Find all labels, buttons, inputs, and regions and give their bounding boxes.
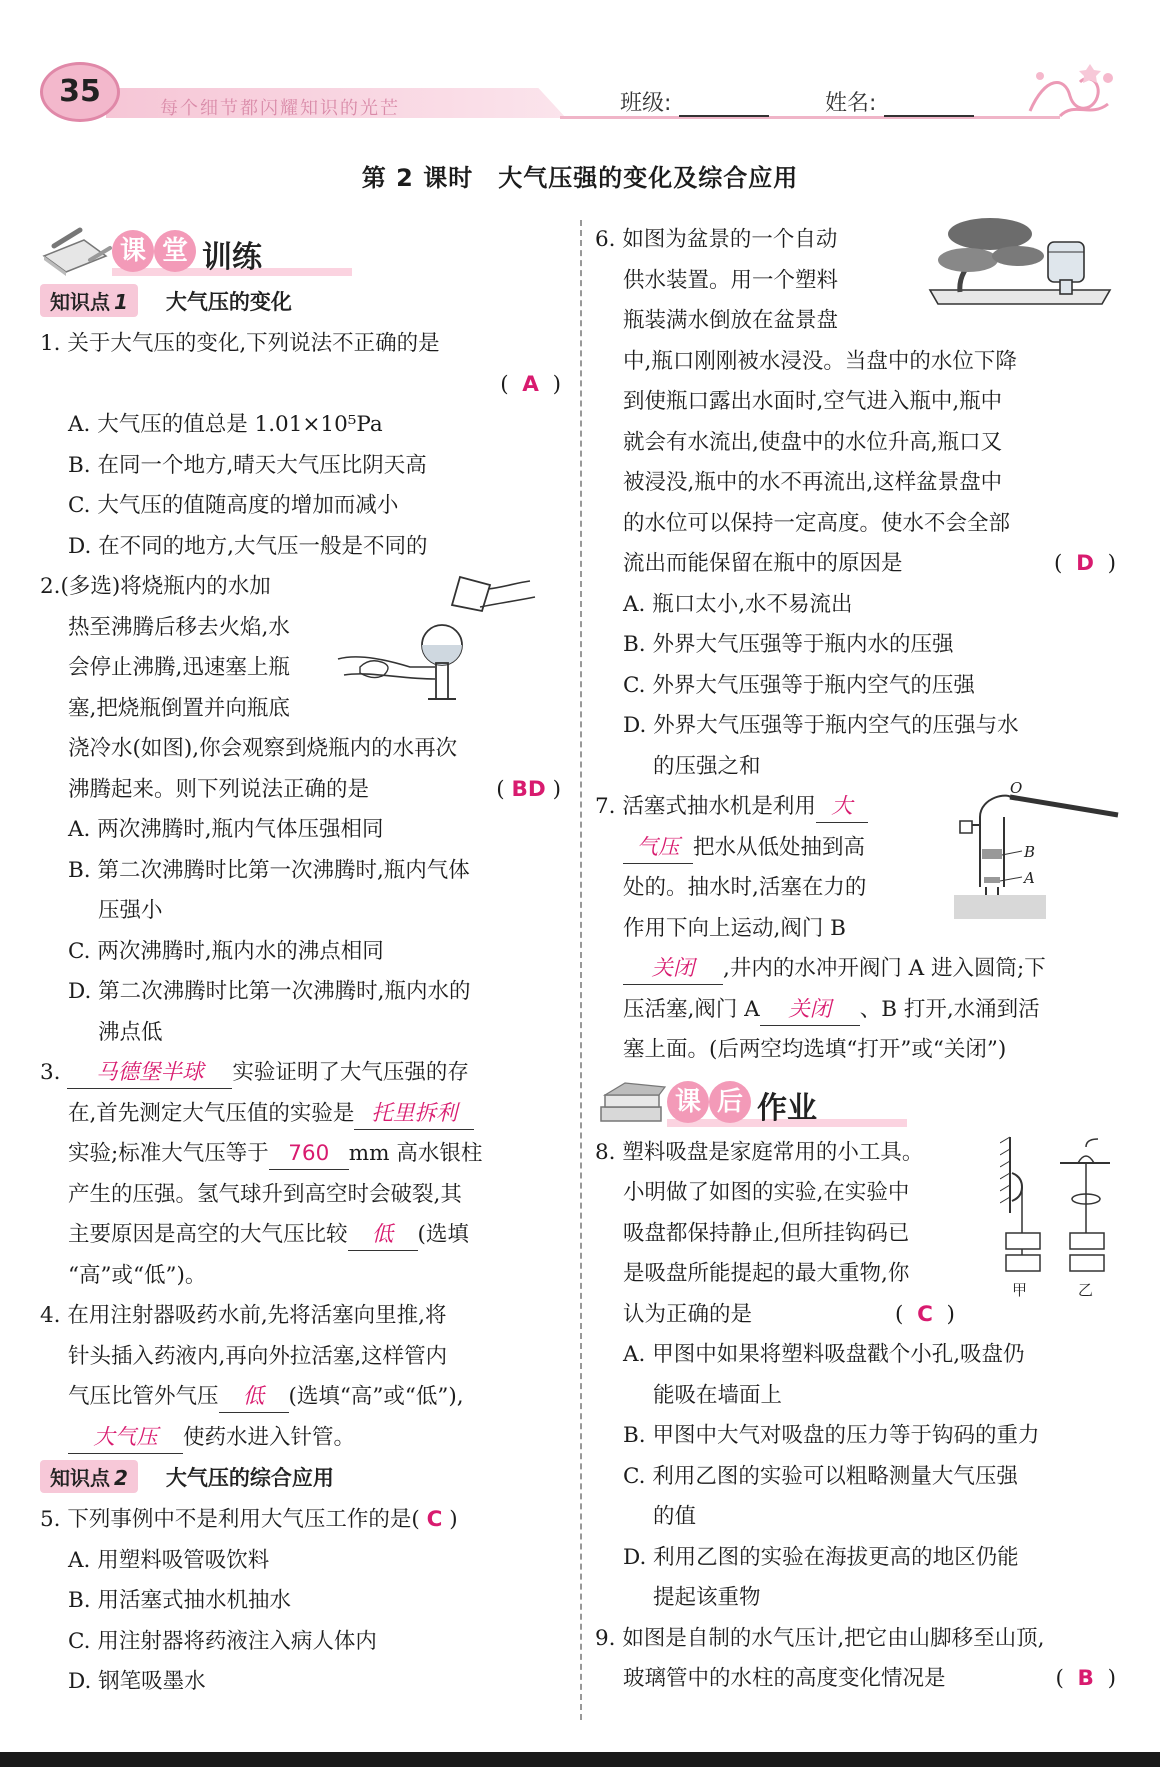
q3-text-6: 主要原因是高空的大气压比较	[68, 1222, 348, 1247]
q2-option-c: C. 两次沸腾时,瓶内水的沸点相同	[68, 938, 384, 964]
q6-line-9	[595, 544, 1120, 585]
q8-option-d-2: 提起该重物	[653, 1585, 761, 1610]
q3-fill-4[interactable]: 低	[348, 1220, 418, 1251]
q1-stem: 1. 关于大气压的变化,下列说法不正确的是	[40, 331, 440, 356]
q7-line-3: 处的。抽水时,活塞在力的	[623, 875, 867, 900]
section-class-training	[40, 220, 565, 282]
q2-line-4: 塞,把烧瓶倒置并向瓶底	[68, 695, 290, 721]
notebook-pencil-icon	[40, 226, 112, 276]
bottom-edge-bar	[0, 1752, 1160, 1767]
section-badge-2: 后	[709, 1081, 751, 1123]
q6-option-c: C. 外界大气压强等于瓶内空气的压强	[623, 672, 975, 698]
q9-line-2-text: 玻璃管中的水柱的高度变化情况是	[623, 1666, 946, 1691]
q3-line-3	[40, 1134, 565, 1175]
q6-line-7: 被浸没,瓶中的水不再流出,这样盆景盘中	[623, 470, 1003, 495]
column-divider	[580, 220, 582, 1720]
q3-text-3: 实验;标准大气压等于	[68, 1141, 269, 1166]
q7-text-5: ,井内的水冲开阀门 A 进入圆筒;下	[723, 956, 1046, 981]
section-badge-1: 课	[667, 1081, 709, 1123]
q3-text-2: 在,首先测定大气压值的实验是	[68, 1100, 355, 1126]
q7-line-7: 塞上面。(后两空均选填“打开”或“关闭”)	[623, 1037, 1007, 1062]
q5-close-paren: )	[449, 1507, 458, 1532]
q3-number: 3.	[40, 1060, 61, 1085]
q8-option-c-1: C. 利用乙图的实验可以粗略测量大气压强	[623, 1463, 1018, 1489]
q1-option-c: C. 大气压的值随高度的增加而减小	[68, 493, 399, 518]
q9-answer: B	[1077, 1666, 1094, 1691]
q1-option-a: A. 大气压的值总是 1.01×10⁵Pa	[68, 412, 383, 437]
q5-option-b: B. 用活塞式抽水机抽水	[68, 1588, 291, 1613]
q2-line-1: 2.(多选)将烧瓶内的水加	[40, 574, 271, 599]
name-label: 姓名:	[825, 91, 877, 116]
q2-option-a: A. 两次沸腾时,瓶内气体压强相同	[68, 817, 384, 842]
q3-line-5	[40, 1215, 565, 1256]
q4-line-4	[40, 1418, 565, 1459]
q9-answer-paren[interactable]: ( B )	[1055, 1666, 1116, 1691]
q2-option-d-2: 沸点低	[98, 1019, 163, 1045]
q3-fill-3[interactable]: 760	[269, 1139, 349, 1170]
q6-line-4: 中,瓶口刚刚被水浸没。当盘中的水位下降	[623, 348, 1017, 374]
fig-label-o: O	[1010, 779, 1023, 797]
q8-line-4: 是吸盘所能提起的最大重物,你	[623, 1261, 910, 1286]
q3-line-4: 产生的压强。氢气球升到高空时会破裂,其	[68, 1181, 462, 1207]
kp-number: 2	[114, 1466, 128, 1490]
q3-text-4: mm 高水银柱	[348, 1141, 483, 1166]
q5-option-a: A. 用塑料吸管吸饮料	[68, 1547, 270, 1573]
q7-fill-2[interactable]: 关闭	[623, 954, 723, 985]
q1-answer-paren[interactable]: ( A )	[500, 371, 561, 397]
fig-label-a: A	[1024, 869, 1035, 887]
q4-text-5: 使药水进入针管。	[183, 1424, 356, 1450]
kp-tag-label: 知识点	[50, 1466, 110, 1490]
q7-text-6: 压活塞,阀门 A	[623, 996, 760, 1022]
q6-line-1: 6. 如图为盆景的一个自动	[595, 227, 838, 252]
class-field	[620, 86, 769, 117]
kp-title: 大气压的综合应用	[165, 1466, 334, 1490]
q3-line-2	[40, 1094, 565, 1135]
section-title: 作业	[757, 1090, 817, 1126]
kp-tag	[40, 284, 138, 317]
class-label: 班级:	[620, 91, 672, 116]
q2-line-6	[40, 770, 565, 811]
q4-fill-1[interactable]: 低	[219, 1382, 289, 1413]
q7-text-2: 把水从低处抽到高	[693, 834, 866, 860]
q8-answer-paren[interactable]: ( C )	[895, 1301, 955, 1327]
left-column	[40, 220, 565, 1703]
q5-stem-row	[40, 1500, 565, 1541]
q6-line-8: 的水位可以保持一定高度。使水不会全部	[623, 510, 1011, 536]
q4-fill-2[interactable]: 大气压	[68, 1423, 183, 1454]
q3-fill-2[interactable]: 托里拆利	[354, 1099, 474, 1130]
name-field	[825, 86, 974, 117]
q8-line-2: 小明做了如图的实验,在实验中	[623, 1180, 910, 1205]
q4-text-4: (选填“高”或“低”),	[288, 1384, 464, 1409]
q2-option-b-1: B. 第二次沸腾时比第一次沸腾时,瓶内气体	[68, 857, 470, 883]
q4-line-1: 4. 在用注射器吸药水前,先将活塞向里推,将	[40, 1303, 447, 1328]
question-4	[40, 1296, 565, 1458]
q8-option-c-2: 的值	[653, 1504, 697, 1529]
q7-line-4: 作用下向上运动,阀门 B	[623, 915, 846, 941]
q3-text-1: 实验证明了大气压强的存	[232, 1060, 469, 1085]
q8-answer: C	[917, 1301, 933, 1327]
q6-line-2: 供水装置。用一个塑料	[623, 267, 839, 293]
q6-line-3: 瓶装满水倒放在盆景盘	[623, 308, 839, 333]
q7-text-1: 7. 活塞式抽水机是利用	[595, 794, 816, 819]
question-2	[40, 567, 565, 1053]
header-motto: 每个细节都闪耀知识的光芒	[160, 98, 400, 119]
q1-option-d: D. 在不同的地方,大气压一般是不同的	[68, 533, 428, 559]
kp-tag	[40, 1460, 138, 1493]
q8-line-5	[595, 1295, 1120, 1336]
q2-line-5: 浇冷水(如图),你会观察到烧瓶内的水再次	[68, 736, 458, 761]
name-blank[interactable]	[884, 97, 974, 117]
q3-line-1	[40, 1053, 565, 1094]
page-number: 35	[40, 62, 120, 122]
q3-fill-1[interactable]: 马德堡半球	[67, 1058, 232, 1089]
flourish-ornament-icon	[1020, 56, 1120, 126]
q7-line-1	[595, 787, 1120, 828]
q2-line-6-text: 沸腾起来。则下列说法正确的是	[68, 776, 370, 802]
q4-text-3: 气压比管外气压	[68, 1384, 219, 1409]
q5-stem: 5. 下列事例中不是利用大气压工作的是(	[40, 1507, 420, 1532]
q1-answer: A	[522, 371, 539, 397]
q2-answer-paren[interactable]: ( BD )	[496, 776, 561, 802]
q2-line-2: 热至沸腾后移去火焰,水	[68, 614, 290, 640]
q6-option-b: B. 外界大气压强等于瓶内水的压强	[623, 632, 954, 657]
q6-option-d-2: 的压强之和	[653, 753, 761, 779]
q8-option-d-1: D. 利用乙图的实验在海拔更高的地区仍能	[623, 1544, 1019, 1570]
question-8	[595, 1133, 1120, 1619]
q2-option-d-1: D. 第二次沸腾时比第一次沸腾时,瓶内水的	[68, 979, 471, 1004]
section-title: 训练	[202, 240, 262, 275]
q7-text-7: 、B 打开,水涌到活	[859, 996, 1040, 1022]
q1-option-b: B. 在同一个地方,晴天大气压比阴天高	[68, 452, 427, 478]
q5-option-c: C. 用注射器将药液注入病人体内	[68, 1628, 377, 1654]
lesson-title: 第 2 课时 大气压强的变化及综合应用	[361, 164, 799, 192]
q8-line-5-text: 认为正确的是	[623, 1301, 753, 1327]
q7-fill-1a[interactable]: 大	[816, 792, 868, 823]
q2-answer: BD	[511, 776, 546, 802]
q7-line-2	[595, 828, 1120, 869]
fig-label-b: B	[1024, 843, 1036, 861]
q8-option-b: B. 甲图中大气对吸盘的压力等于钩码的重力	[623, 1423, 1040, 1448]
kp-title: 大气压的变化	[165, 290, 292, 314]
section-badge-2: 堂	[154, 230, 196, 272]
q8-option-a-1: A. 甲图中如果将塑料吸盘戳个小孔,吸盘仍	[623, 1342, 1025, 1367]
q3-text-7: (选填	[417, 1222, 469, 1247]
page-header	[40, 56, 1120, 126]
section-homework	[595, 1071, 1120, 1133]
q3-line-6: “高”或“低”)。	[68, 1262, 207, 1288]
q7-fill-3[interactable]: 关闭	[760, 995, 860, 1026]
q6-option-d-1: D. 外界大气压强等于瓶内空气的压强与水	[623, 713, 1019, 738]
q8-option-a-2: 能吸在墙面上	[653, 1382, 783, 1408]
fig-label-yi: 乙	[1078, 1280, 1094, 1299]
book-stack-icon	[595, 1077, 667, 1127]
q8-line-1: 8. 塑料吸盘是家庭常用的小工具。	[595, 1139, 924, 1165]
q7-line-6	[595, 990, 1120, 1031]
question-6	[595, 220, 1120, 787]
q9-line-1: 9. 如图是自制的水气压计,把它由山脚移至山顶,	[595, 1625, 1045, 1651]
question-5	[40, 1500, 565, 1703]
question-7	[595, 779, 1120, 1071]
question-9	[595, 1619, 1120, 1700]
q4-line-2: 针头插入药液内,再向外拉活塞,这样管内	[68, 1343, 448, 1369]
q6-answer: D	[1076, 551, 1094, 576]
q7-fill-1b[interactable]: 气压	[623, 833, 693, 864]
q6-line-9-text: 流出而能保留在瓶中的原因是	[623, 551, 903, 576]
kp-number: 1	[114, 290, 128, 314]
kp-tag-label: 知识点	[50, 290, 110, 314]
q5-answer[interactable]: C	[426, 1507, 443, 1532]
q8-line-3: 吸盘都保持静止,但所挂钩码已	[623, 1220, 910, 1246]
right-column	[595, 220, 1120, 1700]
q1-answer-row	[40, 365, 565, 406]
q6-answer-paren[interactable]: ( D )	[1054, 551, 1116, 576]
question-3	[40, 1053, 565, 1296]
class-blank[interactable]	[679, 97, 769, 117]
fig-label-jia: 甲	[1012, 1280, 1028, 1299]
section-badge-1: 课	[112, 230, 154, 272]
q7-line-5	[595, 949, 1120, 990]
q6-option-a: A. 瓶口太小,水不易流出	[623, 591, 853, 617]
q4-line-3	[40, 1377, 565, 1418]
q2-option-b-2: 压强小	[98, 898, 163, 923]
q9-line-2	[595, 1659, 1120, 1700]
q2-line-3: 会停止沸腾,迅速塞上瓶	[68, 655, 290, 680]
q6-line-6: 就会有水流出,使盘中的水位升高,瓶口又	[623, 429, 1003, 455]
knowledge-point-1	[40, 284, 565, 322]
question-1	[40, 324, 565, 567]
knowledge-point-2	[40, 1460, 565, 1498]
q5-option-d: D. 钢笔吸墨水	[68, 1669, 206, 1694]
q6-line-5: 到使瓶口露出水面时,空气进入瓶中,瓶中	[623, 389, 1003, 414]
